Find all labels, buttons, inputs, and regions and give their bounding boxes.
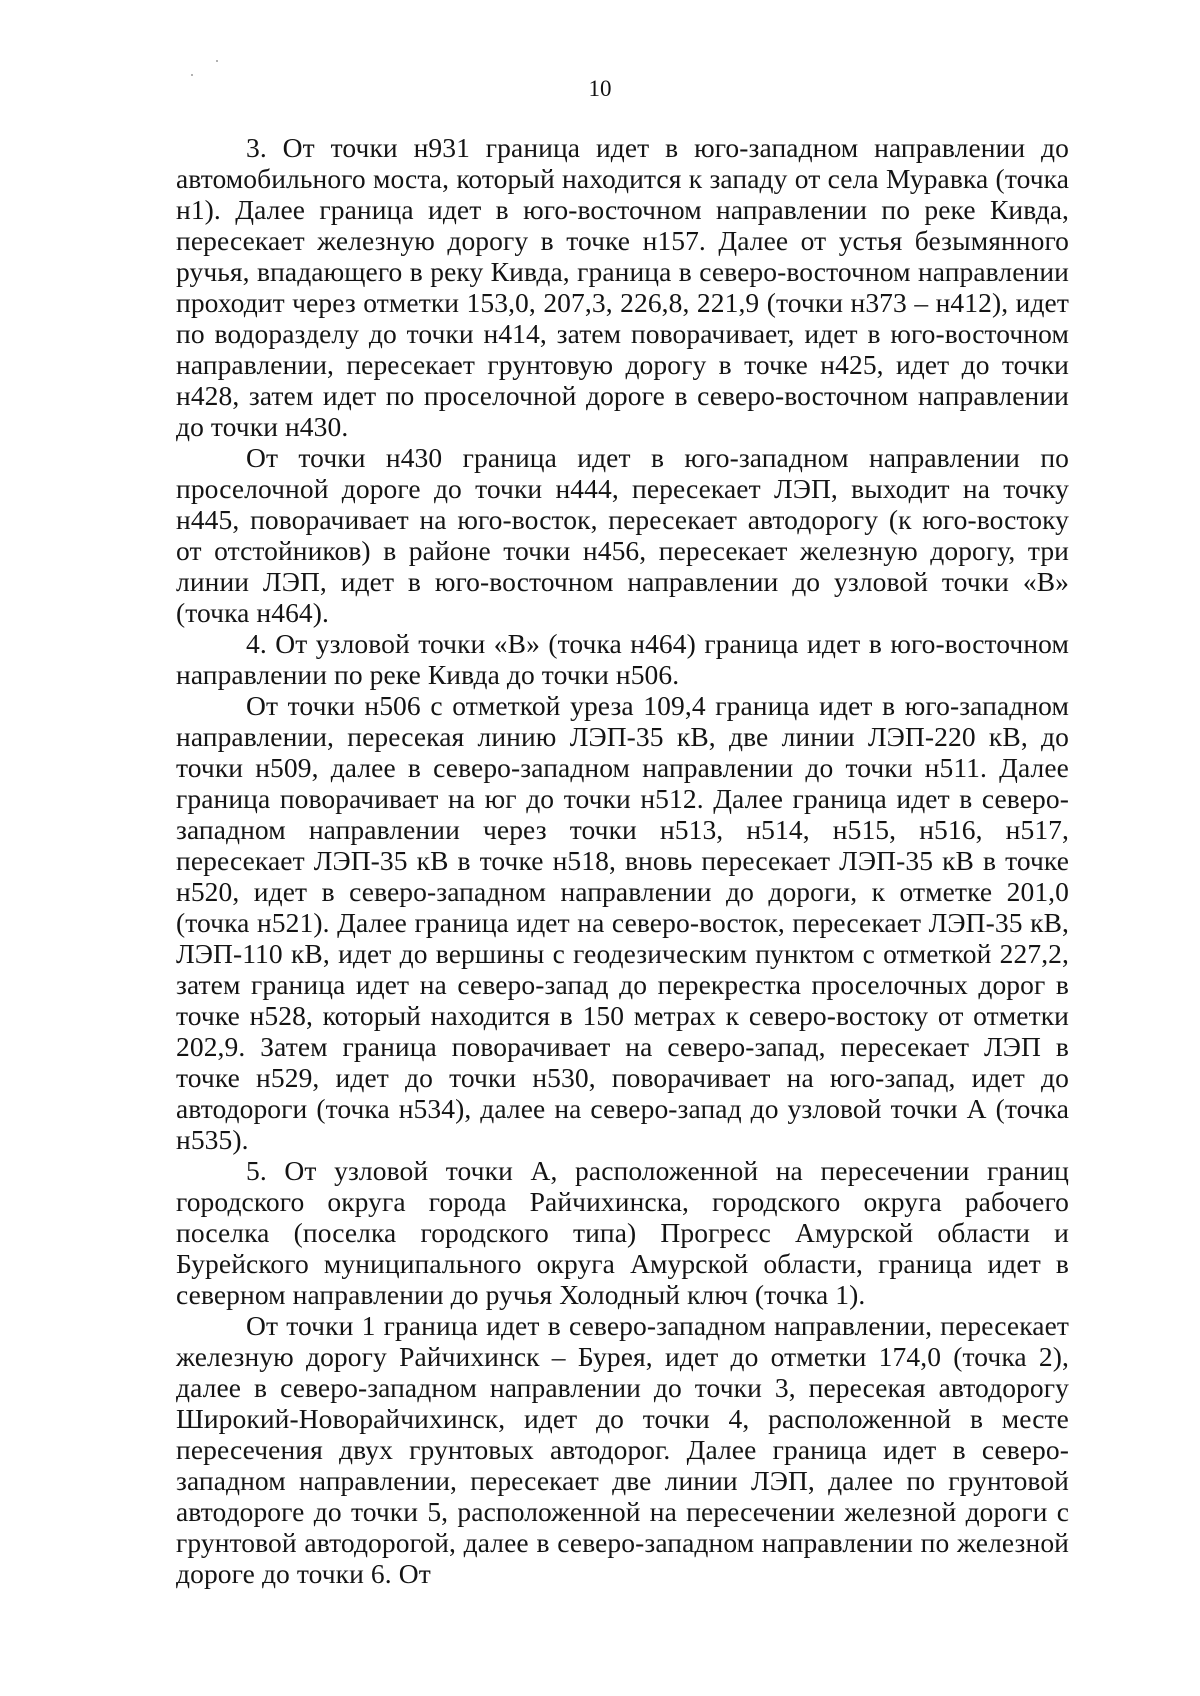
paragraph-section-5-continued: От точки 1 граница идет в северо-западном направлении, пересекает железную дорогу Райчихинск – Бурея, идет до отметки 174,0 (точка 2), далее в северо-западном направлении до точки 3, пересекая автодорогу Широкий-Новорайчихинск, идет до точки 4, расположенной в месте пересечения двух грунтовых автодорог. Далее граница идет в северо-западном направлении, пересекает две линии ЛЭП, далее по грунтовой автодороге до точки 5, расположенной на пересечении железной дороги с грунтовой автодорогой, далее в северо-западном направлении по железной дороге до точки 6. От	[176, 1310, 1069, 1589]
page-number: 10	[588, 76, 612, 101]
paragraph-section-3-continued: От точки н430 граница идет в юго-западном направлении по проселочной дороге до точки н444, пересекает ЛЭП, выходит на точку н445, поворачивает на юго-восток, пересекает автодорогу (к юго-востоку от отстойников) в районе точки н456, пересекает железную дорогу, три линии ЛЭП, идет в юго-восточном направлении до узловой точки «В» (точка н464).	[176, 442, 1069, 628]
paragraph-section-3: 3. От точки н931 граница идет в юго-западном направлении до автомобильного моста, который находится к западу от села Муравка (точка н1). Далее граница идет в юго-восточном направлении по реке Кивда, пересекает железную дорогу в точке н157. Далее от устья безымянного ручья, впадающего в реку Кивда, граница в северо-восточном направлении проходит через отметки 153,0, 207,3, 226,8, 221,9 (точки н373 – н412), идет по водоразделу до точки н414, затем поворачивает, идет в юго-восточном направлении, пересекает грунтовую дорогу в точке н425, идет до точки н428, затем идет по проселочной дороге в северо-восточном направлении до точки н430.	[176, 132, 1069, 442]
document-body	[176, 132, 1069, 1589]
paragraph-section-4: 4. От узловой точки «В» (точка н464) граница идет в юго-восточном направлении по реке Кивда до точки н506.	[176, 628, 1069, 690]
paragraph-section-4-continued: От точки н506 с отметкой уреза 109,4 граница идет в юго-западном направлении, пересекая линию ЛЭП-35 кВ, две линии ЛЭП-220 кВ, до точки н509, далее в северо-западном направлении до точки н511. Далее граница поворачивает на юг до точки н512. Далее граница идет в северо-западном направлении через точки н513, н514, н515, н516, н517, пересекает ЛЭП-35 кВ в точке н518, вновь пересекает ЛЭП-35 кВ в точке н520, идет в северо-западном направлении до дороги, к отметке 201,0 (точка н521). Далее граница идет на северо-восток, пересекает ЛЭП-35 кВ, ЛЭП-110 кВ, идет до вершины с геодезическим пунктом с отметкой 227,2, затем граница идет на северо-запад до перекрестка проселочных дорог в точке н528, который находится в 150 метрах к северо-востоку от отметки 202,9. Затем граница поворачивает на северо-запад, пересекает ЛЭП в точке н529, идет до точки н530, поворачивает на юго-запад, идет до автодороги (точка н534), далее на северо-запад до узловой точки А (точка н535).	[176, 690, 1069, 1155]
paragraph-section-5: 5. От узловой точки А, расположенной на пересечении границ городского округа города Райчихинска, городского округа рабочего поселка (поселка городского типа) Прогресс Амурской области и Бурейского муниципального округа Амурской области, граница идет в северном направлении до ручья Холодный ключ (точка 1).	[176, 1155, 1069, 1310]
scan-speck	[216, 60, 218, 62]
